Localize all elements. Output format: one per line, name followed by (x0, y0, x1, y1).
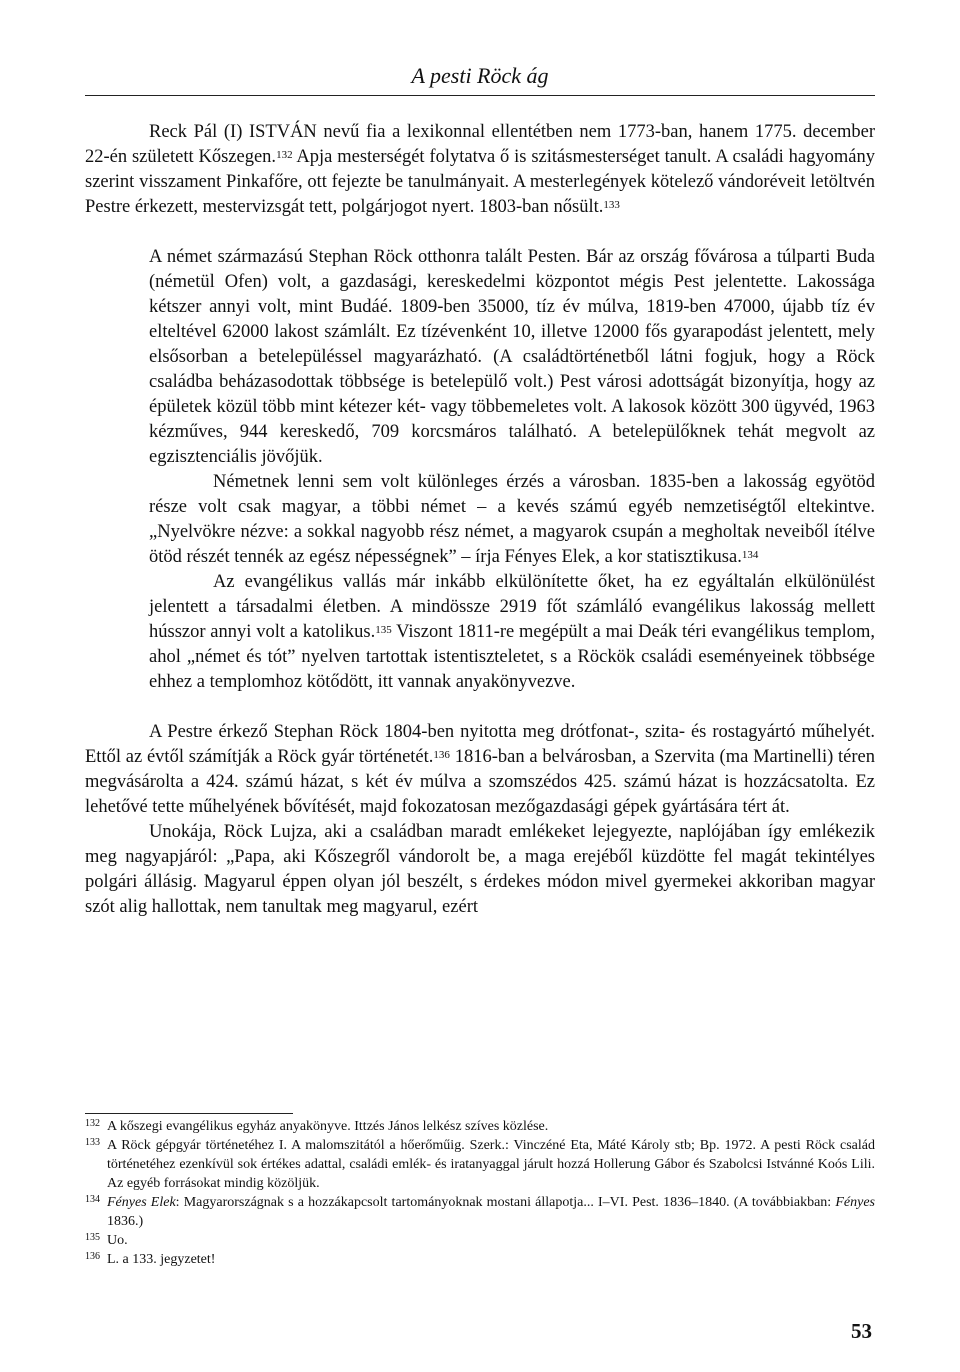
footnote-ref: 135 (375, 624, 392, 636)
text-run: A kőszegi evangélikus egyház anyakönyve. Ittzés János lelkész szíves közlése. (107, 1119, 549, 1134)
paragraph (85, 720, 875, 820)
footnote (85, 1231, 875, 1250)
text-run: 1836.) (107, 1214, 144, 1229)
running-header: A pesti Röck ág (411, 63, 549, 88)
text-run: A Röck gépgyár történetéhez I. A malomszitától a hőerőműig. Szerk.: Vinczéné Eta, Máté Károly stb; Bp. 1972. A pesti Röck család történetéhez ezenkívül sok értékes adattal, családi emlék- és iratanyaggal járult hozzá Hollerung Gábor és Szabolcsi Istvánné Koós Lili. Az egyéb forrásokat mindig közöljük. (107, 1138, 875, 1191)
footnote (85, 1136, 875, 1193)
text-run: Unokája, Röck Lujza, aki a családban maradt emlékeket lejegyezte, naplójában így emlékezik meg nagyapjáról: „Papa, aki Kőszegről vándorolt be, a maga erejéből küzdötte fel magát tekintélyes polgári állásig. Magyarul éppen olyan jól beszélt, s érdekes módon mivel gyermekei akkoriban magyar szót alig hallottak, nem tanultak meg magyarul, ezért (85, 822, 875, 917)
text-run: Reck Pál (I) ISTVÁN nevű fia a lexikonnal ellentétben nem 1773-ban, hanem 1775. december 22-én született Kőszegen. (85, 122, 875, 167)
text-run: L. a 133. jegyzetet! (107, 1252, 216, 1267)
paragraph (149, 470, 875, 570)
text-run: Fényes (835, 1195, 875, 1210)
main-text (85, 120, 875, 920)
footnotes (85, 1117, 875, 1269)
text-run: Fényes Elek (107, 1195, 176, 1210)
paragraph (85, 120, 875, 220)
footnote-ref: 136 (433, 749, 450, 761)
text-run: A Pestre érkező Stephan Röck 1804-ben nyitotta meg drótfonat-, szita- és rostagyártó műhelyét. Ettől az évtől számítják a Röck gyár történetét. (85, 722, 875, 767)
text-run: Apja mesterségét folytatva ő is szitásmesterséget tanult. A családi hagyomány szerint visszament Pinkafőre, ott fejezte be tanulmányait. A mesterlegények kötelező vándoréveit letöltvén Pestre érkezett, mestervizsgát tett, polgárjogot nyert. 1803-ban nősült. (85, 147, 875, 217)
text-run: 1816-ban a belvárosban, a Szervita (ma Martinelli) téren megvásárolta a 424. számú házat, s két év múlva a szomszédos 425. számú házat is hozzácsatolta. Ez lehetővé tette műhelyének bővítését, majd fokozatosan mezőgazdasági gépek gyártására tért át. (85, 747, 875, 817)
text-run: Németnek lenni sem volt különleges érzés a városban. 1835-ben a lakosság egyötöd része volt csak magyar, a többi német – a kevés számú egyéb nemzetiségtől eltekintve. „Nyelvökre nézve: a sokkal nagyobb rész német, a magyarok csupán a megholtak neveiből ítélve ötöd részét tennék az egész népességnek” – írja Fényes Elek, a kor statisztikusa. (149, 472, 875, 567)
text-run: A német származású Stephan Röck otthonra talált Pesten. Bár az ország fővárosa a túlparti Buda (németül Ofen) volt, a gazdasági, kereskedelmi központot mégis Pest jelentette. Lakossága kétszer annyi volt, mint Budáé. 1809-ben 35000, tíz év múlva, 1819-ben 47000, újabb tíz év elteltével 62000 lakost számlált. Ez tízévenként 10, illetve 12000 fős gyarapodást jelentett, mely elsősorban a betelepüléssel magyarázható. (A családtörténetből látni fogjuk, hogy a Röck családba beházasodottak többsége is betelepülő volt.) Pest városi adottságát bizonyítja, hogy az épületek közül több mint kétezer két- vagy többemeletes volt. A lakosok között 300 ügyvéd, 1963 kézműves, 944 kereskedő, 709 korcsmáros található. A betelepülőknek tehát megvolt az egzisztenciális jövőjük. (149, 247, 875, 467)
footnote (85, 1193, 875, 1231)
footnote-rule (85, 1113, 293, 1114)
text-run: Viszont 1811-re megépült a mai Deák téri evangélikus templom, ahol „német és tót” nyelven tartottak istentiszteletet, s a Röckök családi eseményeinek többsége ehhez a templomhoz kötődött, itt vannak anyakönyvezve. (149, 622, 875, 692)
footnote-number: 136 (85, 1251, 100, 1262)
footnote-number: 135 (85, 1232, 100, 1243)
footnote-ref: 134 (741, 549, 759, 561)
footnote-ref: 133 (603, 199, 620, 211)
text-run: Uo. (107, 1233, 128, 1248)
paragraph (149, 245, 875, 470)
paragraph (149, 570, 875, 695)
page-number: 53 (851, 1319, 872, 1343)
header-rule (85, 95, 875, 96)
text-run: Az evangélikus vallás már inkább elkülönítette őket, ha ez egyáltalán elkülönülést jelentett a társadalmi életben. A mindössze 2919 főt számláló evangélikus lakosság mellett hússzor annyi volt a katolikus. (149, 572, 875, 642)
footnote (85, 1117, 875, 1136)
footnote-ref: 132 (276, 149, 293, 161)
footnote-number: 134 (85, 1194, 100, 1205)
paragraph (85, 820, 875, 920)
text-run: : Magyarországnak s a hozzákapcsolt tartományoknak mostani állapotja... I–VI. Pest. 1836–1840. (A továbbiakban: (175, 1195, 836, 1210)
footnote (85, 1250, 875, 1269)
footnote-number: 133 (85, 1137, 100, 1148)
footnote-number: 132 (85, 1118, 100, 1129)
